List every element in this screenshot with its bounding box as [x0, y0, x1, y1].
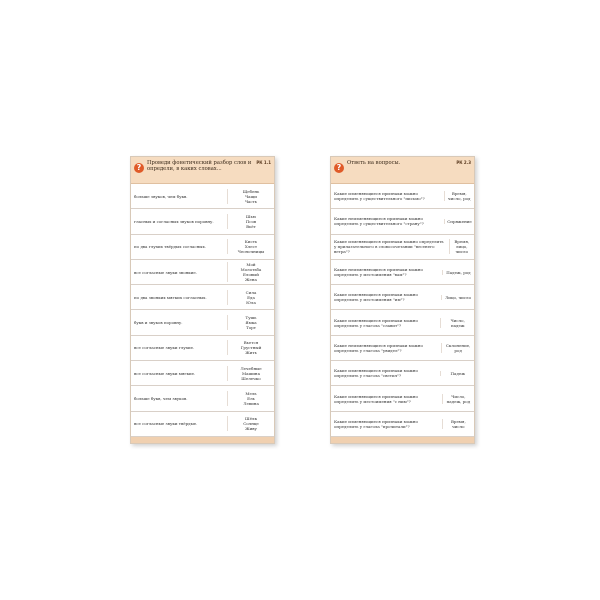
answer-text: Лечебные Машина Шелечко: [227, 366, 274, 381]
task-text: Какие изменяющиеся признаки можно определить у местоимения "с ним"?: [334, 393, 418, 404]
answer-text: Время, число, род: [444, 191, 474, 201]
task-text: больше букв, чем звуков.: [134, 396, 188, 402]
task-text: Какие неизменяющиеся признаки можно определить у существительного "страну"?: [334, 216, 424, 227]
answer-text: Падеж: [440, 371, 474, 376]
task-text: гласных и согласных звуков поровну.: [134, 218, 214, 224]
card-rows: [331, 184, 474, 437]
task-text: все согласные звуки глухие.: [134, 345, 195, 351]
task-text: Какие неизменяющиеся признаки можно определить у местоимения "вам"?: [334, 267, 423, 278]
table-row: [131, 235, 274, 260]
table-row: [331, 285, 474, 310]
answer-text: Спряжение: [444, 219, 474, 224]
task-text: Какие изменяющиеся признаки можно определить у глагола "славит"?: [334, 317, 418, 328]
card-code: РК 2.3: [456, 160, 471, 165]
table-row: [331, 260, 474, 285]
task-text: по два звонких мягких согласных.: [134, 294, 207, 300]
task-text: по два глухих твёрдых согласных.: [134, 244, 207, 250]
card-bottom-strip: [331, 437, 474, 443]
card-rows: [131, 184, 274, 437]
table-row: [331, 235, 474, 260]
task-text: букв и звуков поровну.: [134, 320, 183, 326]
task-text: Какие неизменяющиеся признаки можно определить у глагола "увидел"?: [334, 342, 423, 353]
questions-card: [330, 156, 475, 444]
answer-text: Вьется Грустный Жить: [227, 340, 274, 355]
table-row: [331, 209, 474, 234]
answer-text: Щебень Чащи Часть: [227, 189, 274, 204]
question-icon: ?: [334, 163, 344, 173]
table-row: [131, 209, 274, 234]
table-row: [131, 285, 274, 310]
phonetic-task-card: [130, 156, 275, 444]
answer-text: Число, падеж: [440, 318, 474, 328]
card-code: РК 1.1: [256, 160, 271, 165]
table-row: [131, 412, 274, 437]
answer-text: Число, падеж, род: [442, 394, 474, 404]
task-text: Какие изменяющиеся признаки можно определить у глагола "прочитали"?: [334, 418, 418, 429]
answer-text: Лицо, число: [441, 295, 474, 300]
answer-text: Мой Молотьба Еловый Жена: [227, 262, 274, 282]
table-row: [331, 184, 474, 209]
table-row: [131, 310, 274, 335]
table-row: [331, 386, 474, 411]
table-row: [131, 336, 274, 361]
answer-text: Падеж, род: [442, 270, 474, 275]
task-text: Какие изменяющиеся признаки можно определить у существительного "письмо"?: [334, 191, 425, 202]
answer-text: Шёлк Солнце Живу: [227, 416, 274, 431]
table-row: [131, 361, 274, 386]
table-row: [331, 336, 474, 361]
answer-text: Кисть Хлест Чесночницы: [227, 239, 274, 254]
table-row: [331, 412, 474, 437]
task-text: все согласные звуки мягкие.: [134, 370, 196, 376]
card-bottom-strip: [131, 437, 274, 443]
card-header: [331, 157, 474, 184]
answer-text: Тушь Ямка Торт: [227, 315, 274, 330]
card-title: Ответь на вопросы.: [347, 160, 401, 166]
task-text: все согласные звуки твёрдые.: [134, 421, 198, 427]
table-row: [331, 310, 474, 335]
card-header: [131, 157, 274, 184]
task-text: больше звуков, чем букв.: [134, 193, 188, 199]
answer-text: Склонение, род: [441, 343, 474, 353]
table-row: [331, 361, 474, 386]
task-text: все согласные звуки звонкие.: [134, 269, 198, 275]
answer-text: Мель Ель Левина: [227, 391, 274, 406]
table-row: [131, 260, 274, 285]
task-text: Какие изменяющиеся признаки можно определить у глагола "светил"?: [334, 368, 418, 379]
table-row: [131, 386, 274, 411]
answer-text: Время, число: [442, 419, 474, 429]
table-row: [131, 184, 274, 209]
question-icon: ?: [134, 163, 144, 173]
answer-text: Время, лицо, число: [449, 239, 475, 254]
card-title: Проведи фонетический разбор слов и определи, в каких словах...: [147, 160, 252, 172]
answer-text: Сила Еда Юла: [227, 290, 274, 305]
answer-text: Шью Псов Вьёт: [227, 214, 274, 229]
task-text: Какие изменяющиеся признаки можно определить у прилагательного в словосочетании "весенего ветра"?: [334, 239, 444, 255]
task-text: Какие изменяющиеся признаки можно определить у местоимения "им"?: [334, 292, 418, 303]
